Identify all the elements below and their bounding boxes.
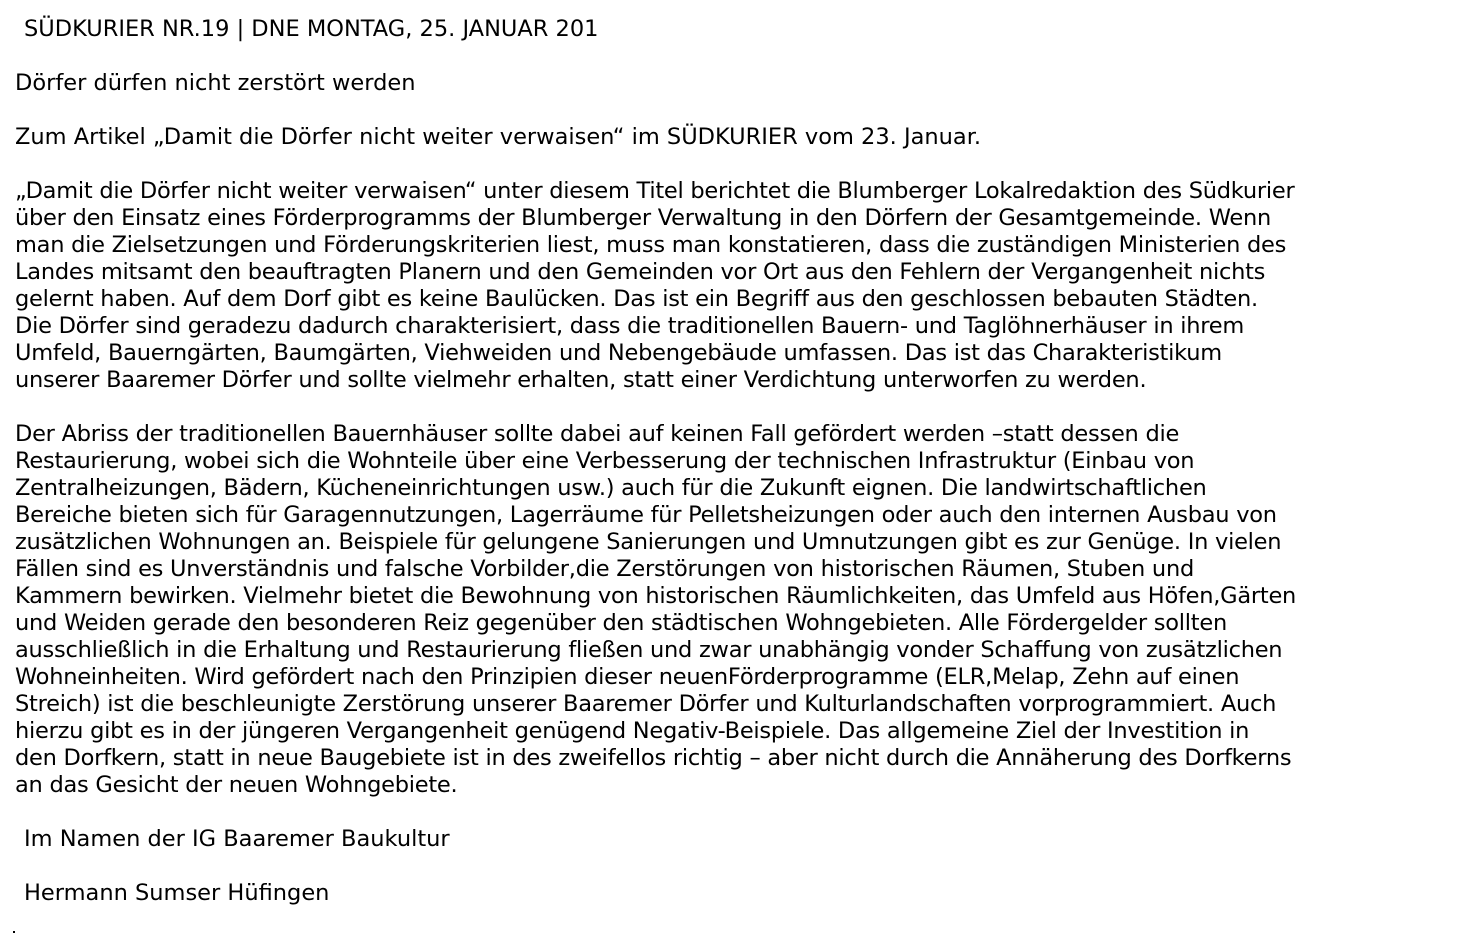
article-reference: Zum Artikel „Damit die Dörfer nicht weiter verwaisen“ im SÜDKURIER vom 23. Januar. — [15, 124, 982, 150]
paragraph-line: Umfeld, Bauerngärten, Baumgärten, Viehweiden und Nebengebäude umfassen. Das ist das Charakteristikum — [15, 340, 1222, 366]
paragraph-line: Restaurierung, wobei sich die Wohnteile über eine Verbesserung der technischen Infrastruktur (Einbau von — [15, 448, 1195, 474]
paragraph-line: zusätzlichen Wohnungen an. Beispiele für gelungene Sanierungen und Umnutzungen gibt es zur Genüge. In vielen — [15, 529, 1282, 555]
paragraph-line: „Damit die Dörfer nicht weiter verwaisen“ unter diesem Titel berichtet die Blumberger Lokalredaktion des Südkurier — [15, 178, 1295, 204]
masthead: SÜDKURIER NR.19 | DNE MONTAG, 25. JANUAR 201 — [24, 16, 599, 42]
signature-author: Hermann Sumser Hüfingen — [24, 880, 330, 906]
paragraph-1 — [15, 178, 1295, 394]
paragraph-line: Fällen sind es Unverständnis und falsche Vorbilder,die Zerstörungen von historischen Räumen, Stuben und — [15, 556, 1194, 582]
paragraph-line: Bereiche bieten sich für Garagennutzungen, Lagerräume für Pelletsheizungen oder auch den internen Ausbau von — [15, 502, 1277, 528]
paragraph-line: Wohneinheiten. Wird gefördert nach den Prinzipien dieser neuenFörderprogramme (ELR,Melap, Zehn auf einen — [15, 664, 1240, 690]
paragraph-line: unserer Baaremer Dörfer und sollte vielmehr erhalten, statt einer Verdichtung unterworfen zu werden. — [15, 367, 1147, 393]
paragraph-2 — [15, 421, 1296, 799]
paragraph-line: ausschließlich in die Erhaltung und Restaurierung fließen und zwar unabhängig vonder Schaffung von zusätzlichen — [15, 637, 1283, 663]
stray-dot — [13, 931, 15, 933]
paragraph-line: hierzu gibt es in der jüngeren Vergangenheit genügend Negativ-Beispiele. Das allgemeine Ziel der Investition in — [15, 718, 1250, 744]
paragraph-line: Zentralheizungen, Bädern, Kücheneinrichtungen usw.) auch für die Zukunft eignen. Die landwirtschaftlichen — [15, 475, 1207, 501]
paragraph-line: über den Einsatz eines Förderprogramms der Blumberger Verwaltung in den Dörfern der Gesamtgemeinde. Wenn — [15, 205, 1271, 231]
letter-title: Dörfer dürfen nicht zerstört werden — [15, 70, 416, 96]
paragraph-line: Landes mitsamt den beauftragten Planern und den Gemeinden vor Ort aus den Fehlern der Vergangenheit nichts — [15, 259, 1266, 285]
paragraph-line: Kammern bewirken. Vielmehr bietet die Bewohnung von historischen Räumlichkeiten, das Umfeld aus Höfen,Gärten — [15, 583, 1297, 609]
paragraph-line: man die Zielsetzungen und Förderungskriterien liest, muss man konstatieren, dass die zuständigen Ministerien des — [15, 232, 1287, 258]
paragraph-line: an das Gesicht der neuen Wohngebiete. — [15, 772, 458, 798]
paragraph-line: gelernt haben. Auf dem Dorf gibt es keine Baulücken. Das ist ein Begriff aus den geschlossen bebauten Städten. — [15, 286, 1258, 312]
paragraph-line: Die Dörfer sind geradezu dadurch charakterisiert, dass die traditionellen Bauern- und Taglöhnerhäuser in ihrem — [15, 313, 1245, 339]
paragraph-line: den Dorfkern, statt in neue Baugebiete ist in des zweifellos richtig – aber nicht durch die Annäherung des Dorfkerns — [15, 745, 1292, 771]
paragraph-line: und Weiden gerade den besonderen Reiz gegenüber den städtischen Wohngebieten. Alle Fördergelder sollten — [15, 610, 1227, 636]
paragraph-line: Streich) ist die beschleunigte Zerstörung unserer Baaremer Dörfer und Kulturlandschaften vorprogrammiert. Auch — [15, 691, 1277, 717]
paragraph-line: Der Abriss der traditionellen Bauernhäuser sollte dabei auf keinen Fall gefördert werden –statt dessen die — [15, 421, 1180, 447]
signature-organization: Im Namen der IG Baaremer Baukultur — [24, 826, 450, 852]
